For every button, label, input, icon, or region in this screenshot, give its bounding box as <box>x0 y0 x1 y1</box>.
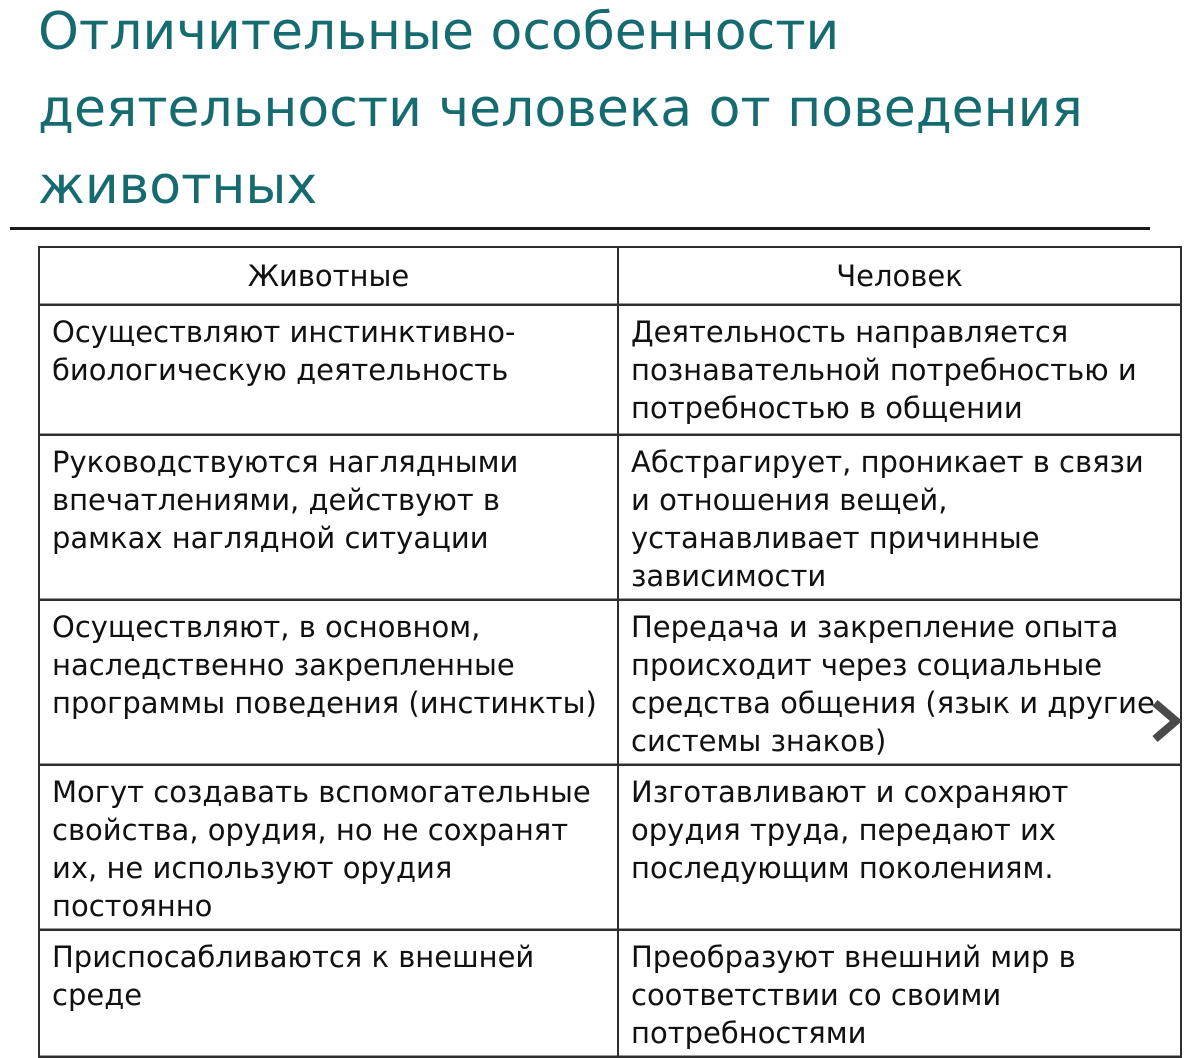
animals-cell: Осуществляют инстинктивно-биологическую деятельность <box>39 305 618 435</box>
table-row <box>39 765 1181 930</box>
table-row <box>39 305 1181 435</box>
header-row <box>39 247 1181 305</box>
animals-cell: Руководствуются наглядными впечатлениями, действуют в рамках наглядной ситуации <box>39 435 618 600</box>
table-row <box>39 600 1181 765</box>
title-divider <box>10 227 1150 230</box>
human-cell: Абстрагирует, проникает в связи и отношения вещей, устанавливает причинные зависимости <box>618 435 1181 600</box>
next-slide-chevron-icon[interactable] <box>1150 697 1182 745</box>
column-header-human: Человек <box>618 247 1181 305</box>
human-cell: Деятельность направляется познавательной потребностью и потребностью в общении <box>618 305 1181 435</box>
human-cell: Преобразуют внешний мир в соответствии со своими потребностями <box>618 930 1181 1057</box>
comparison-table <box>38 246 1182 1058</box>
animals-cell: Приспосабливаются к внешней среде <box>39 930 618 1057</box>
slide-title: Отличительные особенности деятельности человека от поведения животных <box>38 2 1083 216</box>
table-row <box>39 435 1181 600</box>
column-header-animals: Животные <box>39 247 618 305</box>
human-cell: Передача и закрепление опыта происходит через социальные средства общения (язык и другие системы знаков) <box>618 600 1181 765</box>
human-cell: Изготавливают и сохраняют орудия труда, передают их последующим поколениям. <box>618 765 1181 930</box>
comparison-table-head <box>39 247 1181 305</box>
table-row <box>39 930 1181 1057</box>
comparison-table-body <box>39 305 1181 1057</box>
animals-cell: Могут создавать вспомогательные свойства, орудия, но не сохранят их, не используют орудия постоянно <box>39 765 618 930</box>
animals-cell: Осуществляют, в основном, наследственно закрепленные программы поведения (инстинкты) <box>39 600 618 765</box>
